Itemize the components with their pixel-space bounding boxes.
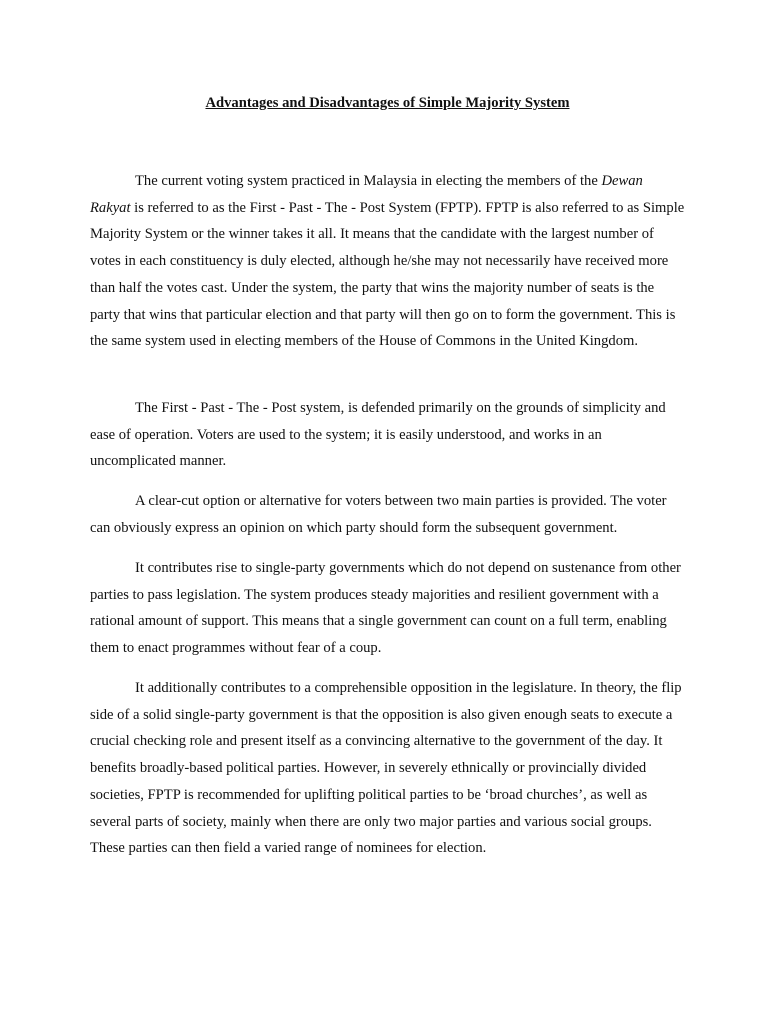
document-title: Advantages and Disadvantages of Simple Majority System: [205, 95, 570, 111]
emphasis-dewan-rakyat: Dewan Rakyat: [90, 173, 643, 216]
paragraph-text: is referred to as the First - Past - The - Post System (FPTP). FPTP is also referred to as Simple Majority System or the winner takes it all. It means that the candidate with the largest number of votes in each constituency is duly elected, although he/she may not necessarily have received more than half the votes cast. Under the system, the party that wins the majority number of seats is the party that wins that particular election and that party will then go on to form the government. This is the same system used in electing members of the House of Commons in the United Kingdom.: [90, 199, 685, 350]
paragraph-voting-system: [90, 168, 685, 355]
paragraph-clear-option: A clear-cut option or alternative for voters between two main parties is provided. The voter can obviously express an opinion on which party should form the subsequent government.: [90, 493, 667, 536]
document-page: [90, 0, 685, 1024]
paragraph-single-party: It contributes rise to single-party governments which do not depend on sustenance from other parties to pass legislation. The system produces steady majorities and resilient government with a rational amount of support. This means that a single government can count on a full term, enabling them to enact programmes without fear of a coup.: [90, 560, 681, 657]
paragraph-simplicity: The First - Past - The - Post system, is defended primarily on the grounds of simplicity and ease of operation. Voters are used to the system; it is easily understood, and works in an uncomplicated manner.: [90, 400, 666, 470]
paragraph-text: The current voting system practiced in Malaysia in electing the members of the: [135, 173, 602, 189]
paragraph-opposition: It additionally contributes to a comprehensible opposition in the legislature. In theory, the flip side of a solid single-party government is that the opposition is also given enough seats to execute a crucial checking role and present itself as a convincing alternative to the government of the day. It benefits broadly-based political parties. However, in severely ethnically or provincially divided societies, FPTP is recommended for uplifting political parties to be ‘broad churches’, as well as several parts of society, mainly when there are only two major parties and various social groups. These parties can then field a varied range of nominees for election.: [90, 680, 682, 857]
